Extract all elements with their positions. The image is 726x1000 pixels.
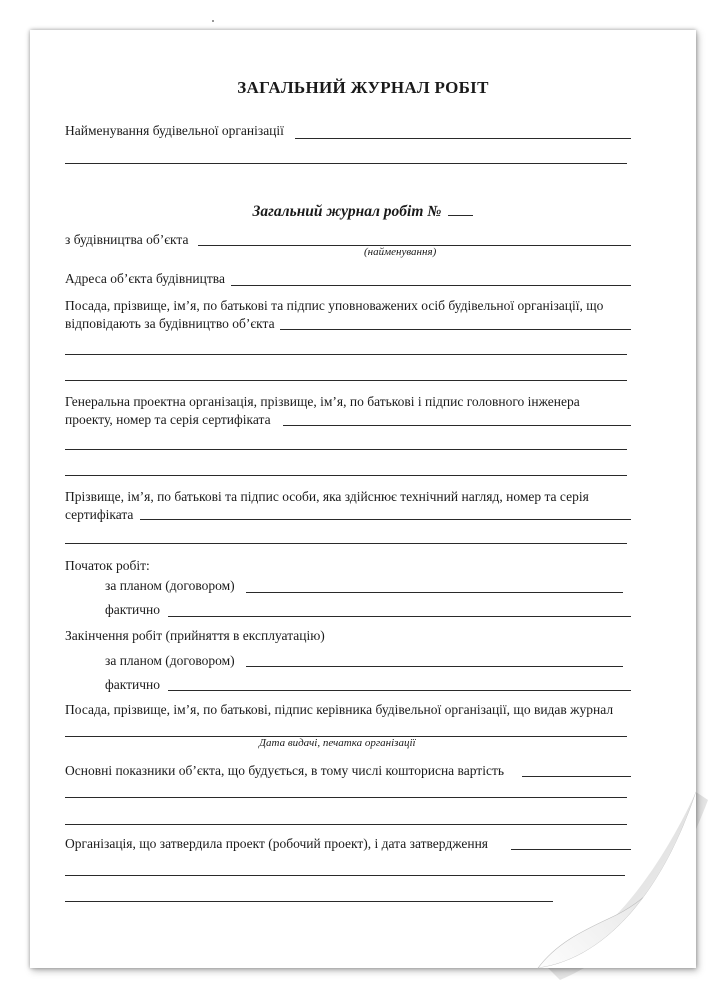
indicators-field-line2[interactable] [65, 797, 627, 798]
form-title: ЗАГАЛЬНИЙ ЖУРНАЛ РОБІТ [237, 78, 489, 97]
responsible-persons-field[interactable] [280, 329, 631, 330]
approving-org-field-line3[interactable] [65, 901, 553, 902]
approving-org-field[interactable] [511, 849, 631, 850]
journal-number-title: Загальний журнал робіт № [252, 203, 442, 220]
work-start-planned-label: за планом (договором) [105, 578, 235, 593]
address-label: Адреса об’єкта будівництва [65, 271, 225, 286]
approving-org-label: Організація, що затвердила проект (робочий проект), і дата затвердження [65, 836, 489, 851]
object-name-hint: (найменування) [364, 246, 437, 258]
responsible-persons-label: Посада, прізвище, ім’я, по батькові та підпис уповноважених осіб будівельної організації, що [65, 298, 604, 313]
responsible-persons-field-line2[interactable] [65, 354, 627, 355]
object-label: з будівництва об’єкта [65, 232, 189, 247]
indicators-label: Основні показники об’єкта, що будується, в тому числі кошторисна вартість [65, 763, 505, 778]
work-start-actual-label: фактично [105, 602, 161, 617]
approving-org-field-line2[interactable] [65, 875, 625, 876]
indicators-field-line3[interactable] [65, 824, 627, 825]
work-start-actual-field[interactable] [168, 616, 631, 617]
work-end-actual-label: фактично [105, 677, 161, 692]
general-design-org-label: Генеральна проектна організація, прізвище, ім’я, по батькові і підпис головного інженера [65, 394, 580, 409]
supervision-label-cont: сертифіката [65, 507, 134, 522]
work-end-planned-label: за планом (договором) [105, 653, 235, 668]
work-start-label: Початок робіт: [65, 558, 150, 573]
work-end-label: Закінчення робіт (прийняття в експлуатацію) [65, 628, 325, 643]
responsible-persons-field-line3[interactable] [65, 380, 627, 381]
work-end-actual-field[interactable] [168, 690, 631, 691]
scan-speck [212, 20, 214, 22]
work-start-planned-field[interactable] [246, 592, 623, 593]
general-design-org-field-line3[interactable] [65, 475, 627, 476]
head-signature-label: Посада, прізвище, ім’я, по батькові, підпис керівника будівельної організації, що видав журнал [65, 702, 614, 717]
general-design-org-field[interactable] [283, 425, 631, 426]
org-name-field[interactable] [295, 138, 631, 139]
general-design-org-label-cont: проекту, номер та серія сертифіката [65, 412, 271, 427]
supervision-field[interactable] [140, 519, 631, 520]
indicators-field[interactable] [522, 776, 631, 777]
journal-number-field[interactable] [448, 202, 473, 216]
work-end-planned-field[interactable] [246, 666, 623, 667]
supervision-label: Прізвище, ім’я, по батькові та підпис особи, яка здійснює технічний нагляд, номер та серія [65, 489, 589, 504]
issue-date-seal-hint: Дата видачі, печатка організації [259, 737, 416, 749]
journal-form-page [30, 30, 696, 968]
supervision-field-line2[interactable] [65, 543, 627, 544]
general-design-org-field-line2[interactable] [65, 449, 627, 450]
address-field[interactable] [231, 285, 631, 286]
responsible-persons-label-cont: відповідають за будівництво об’єкта [65, 316, 275, 331]
org-name-label: Найменування будівельної організації [65, 123, 284, 138]
org-name-field-line2[interactable] [65, 163, 627, 164]
